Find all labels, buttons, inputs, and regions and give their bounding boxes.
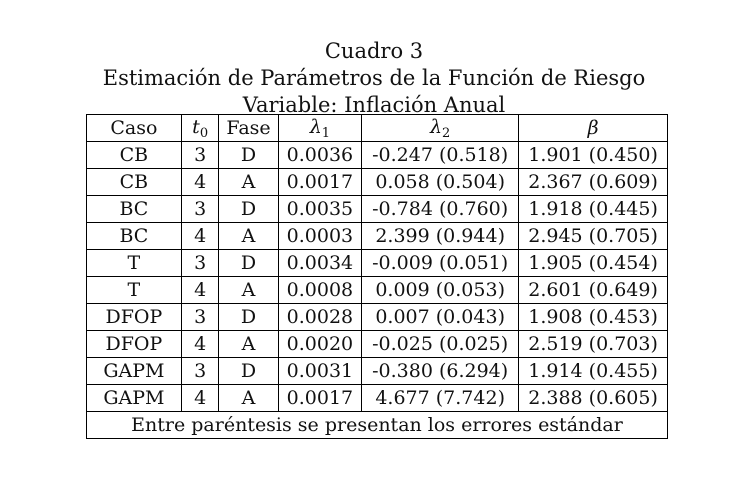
table-variable-label: Variable: Inflación Anual <box>242 93 506 117</box>
header-t0 <box>181 115 219 142</box>
table-row <box>87 223 668 250</box>
cell-lambda1: 0.0017 <box>278 169 362 196</box>
t0-symbol: t <box>192 115 200 138</box>
header-lambda1 <box>278 115 362 142</box>
cell-lambda2: -0.247 (0.518) <box>362 142 519 169</box>
cell-lambda1: 0.0031 <box>278 358 362 385</box>
cell-t0: 4 <box>181 223 219 250</box>
cell-fase: D <box>219 142 278 169</box>
cell-lambda2: 0.007 (0.043) <box>362 304 519 331</box>
cell-beta: 2.519 (0.703) <box>519 331 668 358</box>
cell-beta: 1.908 (0.453) <box>519 304 668 331</box>
cell-lambda2: -0.784 (0.760) <box>362 196 519 223</box>
cell-lambda2: -0.009 (0.051) <box>362 250 519 277</box>
table-row <box>87 196 668 223</box>
cell-beta: 1.914 (0.455) <box>519 358 668 385</box>
cell-lambda1: 0.0034 <box>278 250 362 277</box>
beta-symbol: β <box>587 117 599 139</box>
header-caso: Caso <box>87 115 182 142</box>
cell-beta: 1.905 (0.454) <box>519 250 668 277</box>
header-fase: Fase <box>219 115 278 142</box>
lambda2-subscript: 2 <box>442 125 451 141</box>
table-row <box>87 277 668 304</box>
table-row <box>87 169 668 196</box>
cell-caso: GAPM <box>87 358 182 385</box>
cell-lambda1: 0.0028 <box>278 304 362 331</box>
cell-t0: 3 <box>181 358 219 385</box>
cell-lambda2: 4.677 (7.742) <box>362 385 519 412</box>
table-row <box>87 142 668 169</box>
cell-beta: 2.945 (0.705) <box>519 223 668 250</box>
cell-caso: T <box>87 250 182 277</box>
cell-caso: DFOP <box>87 304 182 331</box>
table-footnote: Entre paréntesis se presentan los errores estándar <box>87 412 668 439</box>
header-row <box>87 115 668 142</box>
t0-subscript: 0 <box>199 125 209 141</box>
cell-lambda2: -0.380 (6.294) <box>362 358 519 385</box>
lambda1-subscript: 1 <box>321 125 331 141</box>
cell-fase: D <box>219 250 278 277</box>
cell-lambda2: 0.009 (0.053) <box>362 277 519 304</box>
table-row <box>87 304 668 331</box>
cell-lambda1: 0.0003 <box>278 223 362 250</box>
cell-caso: BC <box>87 223 182 250</box>
cell-fase: D <box>219 358 278 385</box>
table-row <box>87 250 668 277</box>
table-row <box>87 358 668 385</box>
cell-t0: 3 <box>181 250 219 277</box>
table-row <box>87 385 668 412</box>
cell-t0: 4 <box>181 169 219 196</box>
cell-t0: 4 <box>181 277 219 304</box>
lambda2-symbol: λ <box>429 115 443 138</box>
cell-beta: 2.601 (0.649) <box>519 277 668 304</box>
cell-fase: D <box>219 304 278 331</box>
cell-caso: CB <box>87 169 182 196</box>
cell-caso: T <box>87 277 182 304</box>
cell-lambda1: 0.0020 <box>278 331 362 358</box>
cell-t0: 4 <box>181 331 219 358</box>
cell-t0: 3 <box>181 142 219 169</box>
cell-beta: 1.918 (0.445) <box>519 196 668 223</box>
cell-fase: A <box>219 331 278 358</box>
lambda1-symbol: λ <box>309 115 322 138</box>
cell-beta: 1.901 (0.450) <box>519 142 668 169</box>
cell-lambda1: 0.0035 <box>278 196 362 223</box>
cell-lambda1: 0.0036 <box>278 142 362 169</box>
cell-caso: CB <box>87 142 182 169</box>
cell-lambda2: 0.058 (0.504) <box>362 169 519 196</box>
cell-fase: D <box>219 196 278 223</box>
cell-lambda1: 0.0017 <box>278 385 362 412</box>
cell-fase: A <box>219 223 278 250</box>
cell-t0: 3 <box>181 196 219 223</box>
table-subtitle: Estimación de Parámetros de la Función de Riesgo <box>102 66 646 90</box>
footnote-row <box>87 412 668 439</box>
header-lambda2 <box>362 115 519 142</box>
cell-lambda2: 2.399 (0.944) <box>362 223 519 250</box>
cell-beta: 2.367 (0.609) <box>519 169 668 196</box>
cell-beta: 2.388 (0.605) <box>519 385 668 412</box>
table-title: Cuadro 3 <box>324 39 424 63</box>
cell-t0: 3 <box>181 304 219 331</box>
table-row <box>87 331 668 358</box>
cell-caso: GAPM <box>87 385 182 412</box>
cell-t0: 4 <box>181 385 219 412</box>
cell-fase: A <box>219 277 278 304</box>
cell-fase: A <box>219 169 278 196</box>
cell-fase: A <box>219 385 278 412</box>
cell-caso: BC <box>87 196 182 223</box>
header-beta <box>519 115 668 142</box>
cell-lambda2: -0.025 (0.025) <box>362 331 519 358</box>
estimation-table <box>86 114 668 439</box>
cell-caso: DFOP <box>87 331 182 358</box>
cell-lambda1: 0.0008 <box>278 277 362 304</box>
